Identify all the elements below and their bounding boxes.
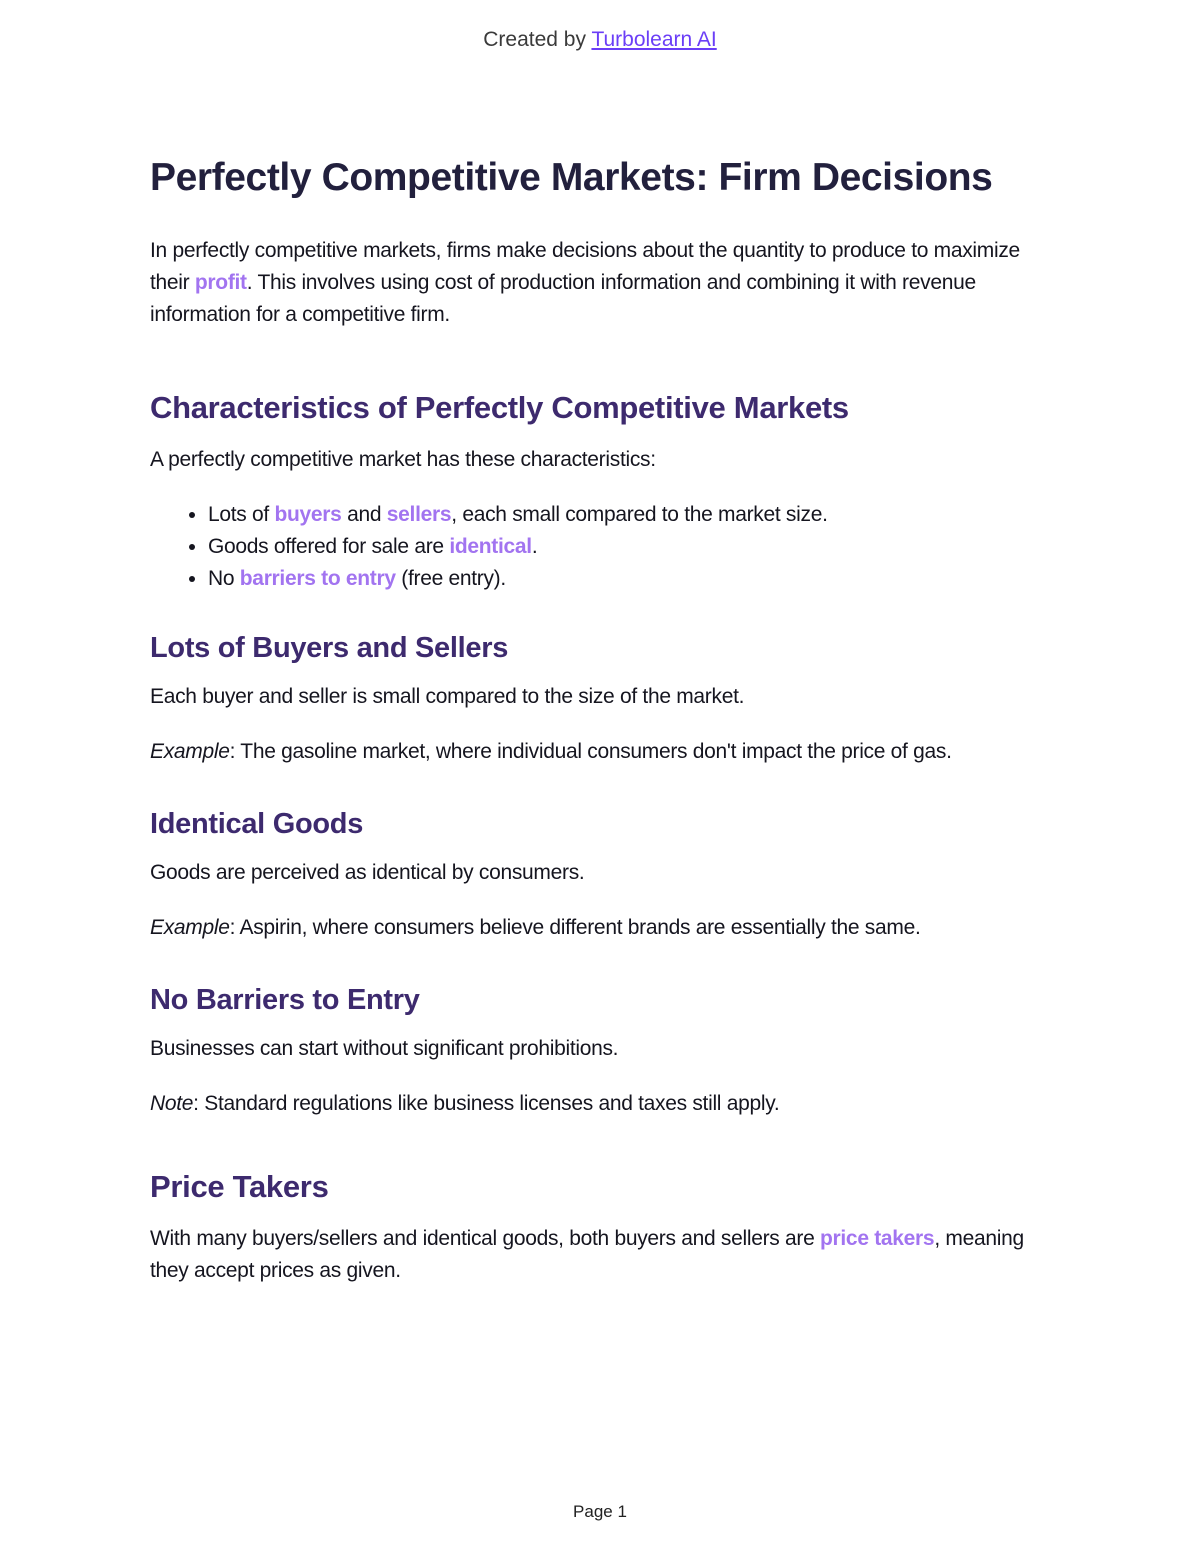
heading-no-barriers: No Barriers to Entry [150, 984, 420, 1016]
characteristics-list [150, 499, 1055, 595]
page-number: Page 1 [573, 1502, 627, 1521]
buyers-sellers-example: Example: The gasoline market, where individual consumers don't impact the price of gas. [150, 740, 952, 763]
list-item: • Lots of buyers and sellers, each small compared to the market size. [208, 499, 1055, 531]
term-barriers-to-entry: barriers to entry [239, 567, 396, 590]
identical-goods-text: Goods are perceived as identical by consumers. [150, 861, 585, 884]
buyers-sellers-text: Each buyer and seller is small compared to the size of the market. [150, 685, 745, 708]
term-sellers: sellers [386, 503, 452, 526]
term-identical: identical [449, 535, 532, 558]
identical-goods-example: Example: Aspirin, where consumers believe different brands are essentially the same. [150, 916, 921, 939]
heading-buyers-sellers: Lots of Buyers and Sellers [150, 632, 509, 664]
term-buyers: buyers [274, 503, 342, 526]
heading-price-takers: Price Takers [150, 1169, 329, 1204]
created-by-text: Created by [483, 28, 592, 51]
no-barriers-note: Note: Standard regulations like business licenses and taxes still apply. [150, 1092, 780, 1115]
intro-paragraph: In perfectly competitive markets, firms make decisions about the quantity to produce to maximize their profit. This involves using cost of production information and combining it with revenue information for a competitive firm. [150, 239, 1020, 326]
characteristics-lead: A perfectly competitive market has these characteristics: [150, 448, 656, 471]
term-price-takers: price takers [820, 1227, 935, 1250]
price-takers-text: With many buyers/sellers and identical goods, both buyers and sellers are price takers, meaning they accept prices as given. [150, 1227, 1024, 1282]
list-item: • Goods offered for sale are identical. [208, 531, 1055, 563]
document-body [150, 152, 1055, 1310]
page-header [0, 28, 1200, 52]
term-profit: profit [194, 271, 247, 294]
no-barriers-text: Businesses can start without significant prohibitions. [150, 1037, 619, 1060]
list-item: • No barriers to entry (free entry). [208, 563, 1055, 595]
heading-identical-goods: Identical Goods [150, 808, 364, 840]
page-title: Perfectly Competitive Markets: Firm Decisions [150, 156, 993, 199]
heading-characteristics: Characteristics of Perfectly Competitive Markets [150, 390, 849, 425]
turbolearn-link[interactable]: Turbolearn AI [591, 28, 717, 51]
